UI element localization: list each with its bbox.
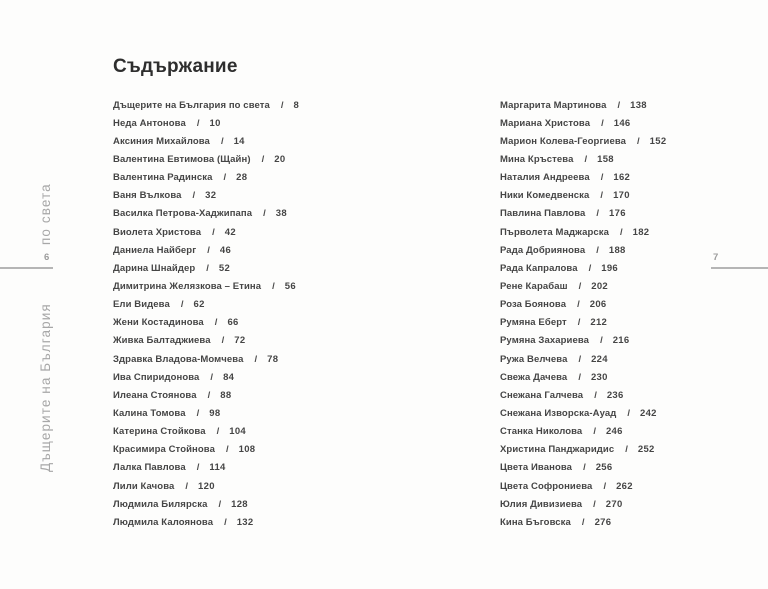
toc-entry-separator: /: [577, 317, 581, 329]
toc-entry-separator: /: [272, 280, 275, 292]
toc-entry-separator: /: [207, 244, 210, 256]
toc-entry-separator: /: [212, 226, 215, 238]
toc-entry-page: 84: [223, 371, 235, 383]
toc-entry: [113, 96, 413, 114]
toc-entry-page: 66: [227, 317, 239, 329]
toc-entry-name: Снежана Галчева: [500, 389, 584, 401]
toc-entry-name: Цвета Иванова: [500, 462, 573, 474]
toc-entry: [500, 495, 768, 513]
toc-entry-separator: /: [601, 117, 604, 129]
toc-entry-name: Красимира Стойнова: [113, 444, 215, 456]
toc-column-left: [113, 96, 413, 531]
toc-entry-name: Румяна Еберт: [500, 317, 567, 329]
toc-entry: [113, 350, 413, 368]
toc-entry-page: 128: [231, 498, 248, 510]
toc-entry-page: 242: [639, 407, 657, 419]
toc-entry-name: Жени Костадинова: [113, 317, 204, 329]
toc-entry: [113, 332, 413, 350]
toc-entry-name: Роза Боянова: [500, 299, 567, 311]
toc-entry: [113, 477, 413, 495]
toc-entry: [113, 495, 413, 513]
toc-entry: [113, 223, 413, 241]
toc-entry: [500, 296, 768, 314]
toc-entry-page: 176: [609, 208, 626, 220]
toc-entry: [113, 205, 413, 223]
toc-entry-page: 14: [233, 135, 245, 147]
toc-entry: [113, 114, 413, 132]
folio-rule-left: [0, 267, 53, 269]
toc-entry-page: 32: [205, 190, 217, 202]
toc-entry: [113, 241, 413, 259]
toc-entry: [500, 404, 768, 422]
toc-entry-separator: /: [261, 153, 265, 165]
toc-entry-page: 216: [612, 335, 630, 347]
toc-entry-name: Ваня Вълкова: [113, 190, 182, 202]
toc-entry-separator: /: [214, 317, 218, 329]
toc-entry-page: 20: [274, 153, 286, 165]
toc-entry: [500, 423, 768, 441]
toc-entry-separator: /: [206, 262, 209, 274]
toc-entry-separator: /: [196, 117, 200, 129]
toc-entry-separator: /: [223, 172, 227, 184]
toc-entry-name: Снежана Изворска-Ауад: [500, 407, 617, 419]
toc-entry: [500, 386, 768, 404]
toc-entry-name: Димитрина Желязкова – Етина: [113, 280, 262, 292]
toc-entry-page: 38: [275, 208, 287, 220]
toc-entry-separator: /: [196, 462, 200, 474]
toc-entry-page: 196: [601, 262, 618, 274]
toc-entry: [500, 459, 768, 477]
toc-entry: [113, 386, 413, 404]
toc-entry-separator: /: [225, 444, 229, 456]
toc-entry: [113, 441, 413, 459]
toc-entry-name: Първолета Маджарска: [500, 226, 609, 238]
toc-entry-separator: /: [594, 389, 597, 401]
toc-entry: [113, 277, 413, 295]
toc-entry-page: 256: [595, 462, 613, 474]
page-title: Съдържание: [113, 56, 238, 77]
sidebar-series-title-lower: Дъщерите на България: [38, 303, 53, 472]
toc-entry: [500, 277, 768, 295]
toc-entry-page: 62: [193, 299, 205, 311]
toc-entry: [113, 296, 413, 314]
toc-entry-name: Дъщерите на България по света: [113, 99, 270, 111]
toc-entry-separator: /: [625, 444, 628, 456]
toc-entry: [500, 169, 768, 187]
toc-entry-page: 206: [589, 299, 607, 311]
toc-entry-name: Юлия Дивизиева: [500, 498, 583, 510]
toc-entry-separator: /: [216, 426, 220, 438]
toc-entry: [113, 150, 413, 168]
toc-entry: [500, 205, 768, 223]
toc-entry-separator: /: [220, 135, 224, 147]
toc-entry-page: 236: [606, 389, 624, 401]
toc-entry-name: Цвета Софрониева: [500, 480, 593, 492]
toc-entry-name: Марион Колева-Георгиева: [500, 135, 627, 147]
toc-column-right: [500, 96, 768, 531]
toc-entry-page: 202: [591, 280, 609, 292]
toc-entry-page: 152: [649, 135, 667, 147]
toc-entry-separator: /: [280, 99, 284, 111]
toc-entry-page: 28: [236, 172, 248, 184]
toc-entry-page: 98: [209, 407, 221, 419]
toc-entry-name: Кина Бъговска: [500, 516, 571, 528]
toc-entry-page: 72: [234, 335, 246, 347]
toc-entry-page: 88: [220, 389, 232, 401]
toc-entry-name: Дарина Шнайдер: [113, 262, 196, 274]
toc-entry-name: Свежа Дачева: [500, 371, 568, 383]
toc-entry-page: 182: [632, 226, 650, 238]
toc-entry-separator: /: [263, 208, 266, 220]
folio-right-page-number: 7: [713, 252, 719, 263]
toc-entry: [500, 132, 768, 150]
toc-entry: [500, 314, 768, 332]
toc-entry: [500, 96, 768, 114]
toc-entry-page: 120: [198, 480, 215, 492]
toc-entry-name: Виолета Христова: [113, 226, 202, 238]
toc-entry-page: 114: [209, 462, 226, 474]
toc-entry-page: 162: [613, 172, 631, 184]
toc-entry-separator: /: [593, 498, 596, 510]
toc-entry-separator: /: [600, 335, 603, 347]
toc-entry-separator: /: [603, 480, 607, 492]
toc-entry-separator: /: [600, 190, 604, 202]
toc-entry: [500, 223, 768, 241]
toc-entry-separator: /: [180, 299, 184, 311]
toc-entry-separator: /: [588, 262, 592, 274]
toc-entry: [500, 477, 768, 495]
toc-entry-page: 276: [594, 516, 612, 528]
toc-entry-name: Лили Качова: [113, 480, 175, 492]
toc-entry-name: Маргарита Мартинова: [500, 99, 607, 111]
toc-entry-separator: /: [577, 299, 580, 311]
toc-entry-page: 104: [229, 426, 247, 438]
toc-entry-name: Ели Видева: [113, 299, 170, 311]
toc-entry: [500, 350, 768, 368]
toc-entry: [113, 169, 413, 187]
toc-entry: [113, 423, 413, 441]
toc-entry: [113, 513, 413, 531]
toc-entry-name: Ружа Велчева: [500, 353, 568, 365]
toc-entry-name: Ива Спиридонова: [113, 371, 200, 383]
toc-entry-page: 224: [591, 353, 608, 365]
toc-entry-separator: /: [218, 498, 222, 510]
toc-entry: [500, 368, 768, 386]
toc-entry-name: Мариана Христова: [500, 117, 591, 129]
toc-entry-name: Даниела Найберг: [113, 244, 197, 256]
toc-entry-page: 262: [616, 480, 633, 492]
toc-entry-name: Станка Николова: [500, 426, 583, 438]
toc-entry-separator: /: [224, 516, 227, 528]
toc-entry-separator: /: [578, 371, 581, 383]
toc-entry-separator: /: [192, 190, 196, 202]
toc-entry-name: Людмила Калоянова: [113, 516, 214, 528]
toc-entry-page: 42: [224, 226, 236, 238]
toc-entry-name: Аксиния Михайлова: [113, 135, 210, 147]
toc-entry-separator: /: [185, 480, 189, 492]
toc-entry-page: 52: [218, 262, 231, 274]
toc-entry-separator: /: [593, 426, 596, 438]
toc-entry-name: Людмила Билярска: [113, 498, 208, 510]
toc-entry-page: 252: [637, 444, 655, 456]
toc-entry-page: 270: [605, 498, 623, 510]
toc-entry-separator: /: [583, 462, 586, 474]
toc-entry-separator: /: [600, 172, 604, 184]
toc-entry-name: Рада Добриянова: [500, 244, 586, 256]
toc-entry: [500, 241, 768, 259]
toc-entry-separator: /: [617, 99, 621, 111]
toc-entry-name: Христина Панджаридис: [500, 444, 615, 456]
toc-entry-separator: /: [596, 208, 600, 220]
toc-entry-name: Ники Комедвенска: [500, 190, 590, 202]
toc-entry: [500, 332, 768, 350]
toc-entry-page: 246: [605, 426, 623, 438]
toc-entry-name: Василка Петрова-Хаджипапа: [113, 208, 253, 220]
toc-entry-name: Рада Капралова: [500, 262, 578, 274]
toc-entry-name: Валентина Радинска: [113, 172, 213, 184]
toc-entry-page: 10: [209, 117, 221, 129]
toc-entry-separator: /: [581, 516, 585, 528]
toc-entry-name: Мина Кръстева: [500, 153, 574, 165]
folio-left-page-number: 6: [44, 252, 50, 263]
toc-entry-separator: /: [584, 153, 588, 165]
sidebar-series-title-upper: по света: [38, 183, 53, 245]
toc-entry-page: 138: [630, 99, 647, 111]
toc-entry-separator: /: [637, 135, 640, 147]
toc-entry-page: 230: [590, 371, 608, 383]
toc-entry: [500, 513, 768, 531]
toc-entry-separator: /: [619, 226, 623, 238]
toc-entry-name: Румяна Захариева: [500, 335, 590, 347]
toc-entry-name: Рене Карабаш: [500, 280, 568, 292]
toc-entry: [113, 259, 413, 277]
toc-entry-separator: /: [627, 407, 630, 419]
toc-entry-page: 56: [284, 280, 296, 292]
toc-entry-name: Павлина Павлова: [500, 208, 586, 220]
toc-entry-separator: /: [221, 335, 225, 347]
toc-entry-name: Здравка Владова-Момчева: [113, 353, 244, 365]
toc-entry-name: Живка Балтаджиева: [113, 335, 211, 347]
toc-entry-page: 158: [597, 153, 614, 165]
toc-entry: [500, 259, 768, 277]
toc-entry-separator: /: [596, 244, 599, 256]
toc-entry-name: Неда Антонова: [113, 117, 186, 129]
toc-entry-name: Калина Томова: [113, 407, 186, 419]
toc-entry: [113, 368, 413, 386]
toc-entry: [113, 132, 413, 150]
toc-entry-page: 170: [613, 190, 630, 202]
toc-entry-page: 46: [219, 244, 232, 256]
toc-entry: [500, 187, 768, 205]
toc-entry-name: Валентина Евтимова (Щайн): [113, 153, 251, 165]
toc-entry-page: 78: [267, 353, 279, 365]
toc-entry-name: Катерина Стойкова: [113, 426, 206, 438]
toc-entry-separator: /: [254, 353, 258, 365]
toc-entry: [113, 404, 413, 422]
toc-entry-separator: /: [196, 407, 200, 419]
toc-entry: [113, 314, 413, 332]
toc-entry-page: 132: [236, 516, 254, 528]
toc-entry-separator: /: [210, 371, 214, 383]
toc-entry: [500, 150, 768, 168]
toc-entry: [113, 187, 413, 205]
toc-entry: [500, 441, 768, 459]
toc-entry-name: Лалка Павлова: [113, 462, 186, 474]
toc-entry-page: 188: [608, 244, 626, 256]
toc-entry-name: Наталия Андреева: [500, 172, 590, 184]
toc-entry-separator: /: [578, 353, 582, 365]
toc-entry-name: Илеана Стоянова: [113, 389, 197, 401]
toc-entry-page: 8: [293, 99, 300, 111]
toc-entry-separator: /: [578, 280, 582, 292]
toc-entry-page: 212: [590, 317, 608, 329]
toc-entry: [113, 459, 413, 477]
toc-entry-separator: /: [207, 389, 211, 401]
toc-entry-page: 146: [613, 117, 631, 129]
toc-entry: [500, 114, 768, 132]
toc-entry-page: 108: [238, 444, 256, 456]
